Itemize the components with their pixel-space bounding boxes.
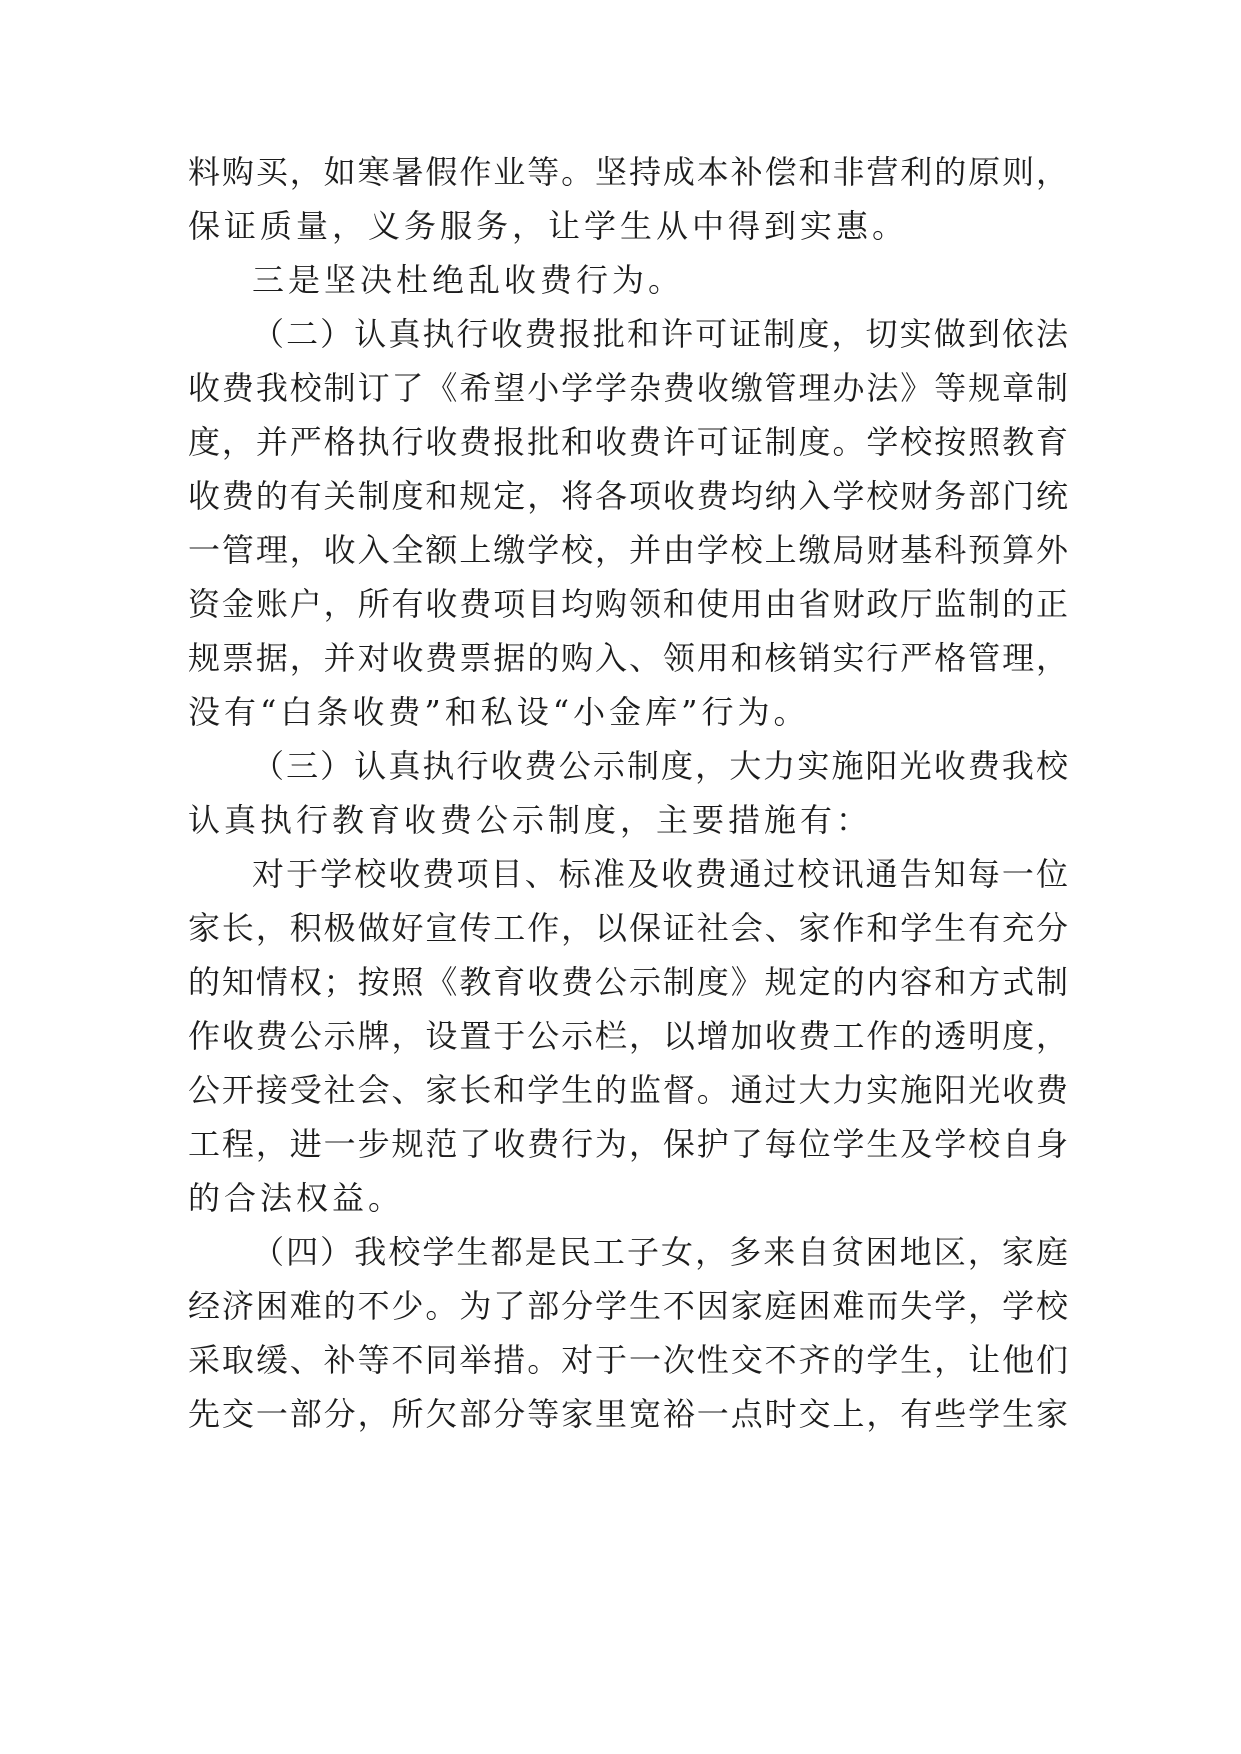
text-line: （二）认真执行收费报批和许可证制度，切实做到依法 (252, 315, 1068, 353)
text-line: 公开接受社会、家长和学生的监督。通过大力实施阳光收费 (188, 1071, 1068, 1109)
text-line: 经济困难的不少。为了部分学生不因家庭困难而失学，学校 (188, 1287, 1068, 1325)
text-line: 收费我校制订了《希望小学学杂费收缴管理办法》等规章制 (188, 369, 1068, 407)
text-line: 工程，进一步规范了收费行为，保护了每位学生及学校自身 (188, 1125, 1068, 1163)
text-line: 资金账户，所有收费项目均购领和使用由省财政厅监制的正 (188, 585, 1068, 623)
text-line: 的知情权；按照《教育收费公示制度》规定的内容和方式制 (188, 963, 1068, 1001)
text-line: 三是坚决杜绝乱收费行为。 (252, 261, 685, 299)
text-line: 认真执行教育收费公示制度，主要措施有： (188, 801, 873, 839)
text-line: 收费的有关制度和规定，将各项收费均纳入学校财务部门统 (188, 477, 1068, 515)
text-line: 规票据，并对收费票据的购入、领用和核销实行严格管理， (188, 639, 1068, 677)
text-line: 采取缓、补等不同举措。对于一次性交不齐的学生，让他们 (188, 1341, 1068, 1379)
text-line: 先交一部分，所欠部分等家里宽裕一点时交上，有些学生家 (188, 1395, 1068, 1433)
text-line: 没有“白条收费”和私设“小金库”行为。 (188, 693, 810, 731)
text-line: 家长，积极做好宣传工作，以保证社会、家作和学生有充分 (188, 909, 1068, 947)
text-line: 的合法权益。 (188, 1179, 405, 1217)
text-line: （三）认真执行收费公示制度，大力实施阳光收费我校 (252, 747, 1068, 785)
text-line: （四）我校学生都是民工子女，多来自贫困地区，家庭 (252, 1233, 1068, 1271)
text-line: 保证质量，义务服务，让学生从中得到实惠。 (188, 207, 909, 245)
text-line: 料购买，如寒暑假作业等。坚持成本补偿和非营利的原则， (188, 153, 1068, 191)
text-line: 对于学校收费项目、标准及收费通过校讯通告知每一位 (252, 855, 1068, 893)
text-line: 作收费公示牌，设置于公示栏，以增加收费工作的透明度， (188, 1017, 1068, 1055)
text-line: 一管理，收入全额上缴学校，并由学校上缴局财基科预算外 (188, 531, 1068, 569)
text-line: 度，并严格执行收费报批和收费许可证制度。学校按照教育 (188, 423, 1068, 461)
